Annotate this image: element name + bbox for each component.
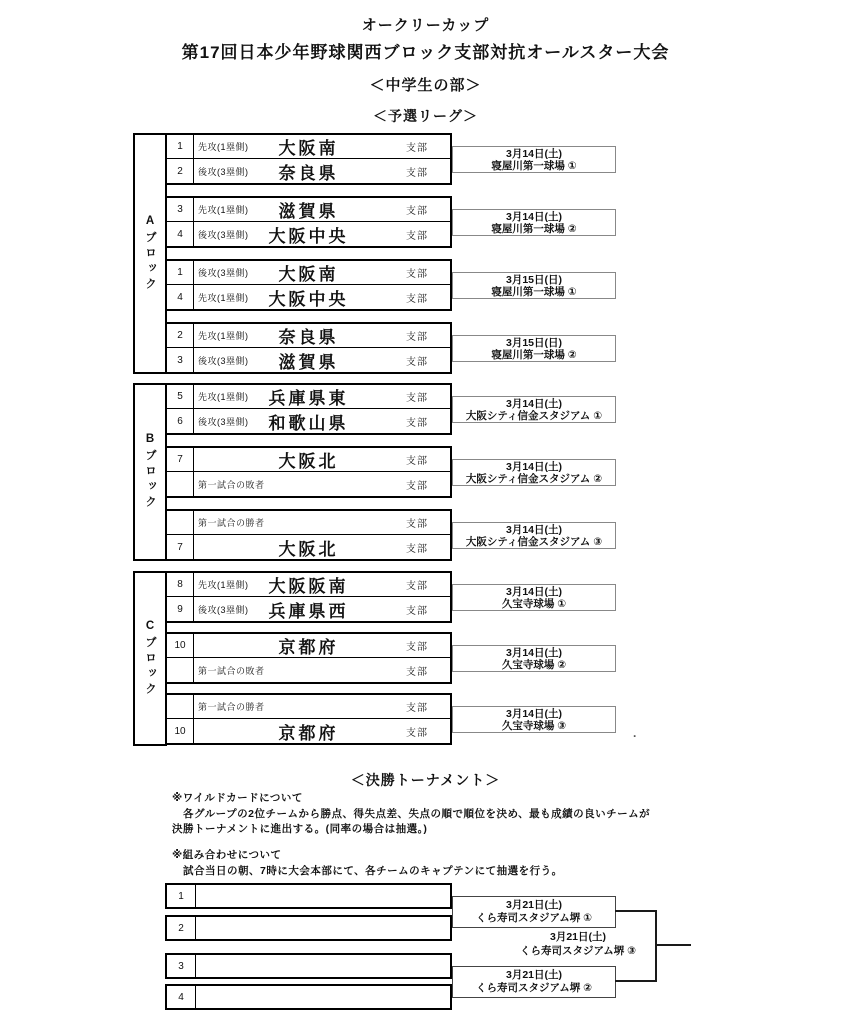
team-name: 大阪中央 [268, 289, 349, 309]
seed-number: 2 [167, 917, 196, 939]
branch-suffix: 支部 [406, 605, 428, 617]
game-venue: 寝屋川第一球場 ① [491, 285, 577, 298]
match-row [167, 597, 450, 621]
team-name: 大阪北 [278, 539, 339, 559]
entry-number: 3 [177, 204, 183, 215]
branch-suffix: 支部 [406, 293, 428, 305]
team-name: 大阪南 [278, 265, 339, 284]
wildcard-note-line2: 決勝トーナメントに進出する。(同率の場合は抽選。) [172, 823, 428, 835]
entry-number: 3 [177, 354, 183, 366]
game-venue: 寝屋川第一球場 ① [491, 159, 577, 172]
match-table-b2 [165, 446, 452, 498]
match-row [167, 535, 450, 559]
entry-number: 1 [177, 267, 183, 278]
game-date: 3月14日(土) [505, 707, 562, 720]
match-table-b3 [165, 509, 452, 561]
schedule-box-c2 [452, 645, 616, 672]
entry-number: 4 [177, 228, 183, 240]
game-date: 3月15日(日) [505, 336, 562, 349]
tournament-title: 第17回日本少年野球関西ブロック支部対抗オールスター大会 [181, 43, 670, 62]
game-date: 3月14日(土) [505, 397, 562, 410]
game-venue: くら寿司スタジアム堺 ① [475, 912, 593, 924]
bracket-seed-1 [165, 883, 452, 909]
bracket-seed-2 [165, 915, 452, 941]
match-row [167, 385, 450, 409]
entry-number: 1 [177, 141, 183, 152]
branch-suffix: 支部 [406, 269, 428, 280]
match-table-b1 [165, 383, 452, 435]
bracket-line-winner-stub [657, 944, 691, 946]
placeholder-team-label: 第一試合の勝者 [198, 702, 265, 712]
semifinal-2-box [452, 966, 616, 998]
prelim-league-heading: ＜予選リーグ＞ [373, 108, 478, 124]
match-row [167, 448, 450, 472]
team-name: 大阪北 [278, 452, 339, 471]
team-name: 兵庫県西 [268, 601, 349, 621]
match-row [167, 511, 450, 535]
match-row [167, 573, 450, 597]
branch-suffix: 支部 [406, 143, 428, 154]
entry-number: 10 [174, 725, 186, 737]
match-row [167, 658, 450, 682]
entry-number: 4 [177, 291, 183, 303]
match-row [167, 695, 450, 719]
division-heading: ＜中学生の部＞ [369, 77, 482, 94]
game-date: 3月14日(土) [505, 210, 562, 223]
branch-suffix: 支部 [406, 332, 428, 343]
branch-suffix: 支部 [406, 230, 428, 242]
game-venue: くら寿司スタジアム堺 ② [475, 982, 593, 994]
batting-side-label: 先攻(1塁側) [198, 580, 249, 590]
schedule-box-a2 [452, 209, 616, 236]
stray-dot-mark: . [633, 726, 637, 740]
game-date: 3月14日(土) [505, 460, 562, 473]
entry-number: 8 [177, 579, 183, 590]
cup-title: オークリーカップ [361, 17, 490, 34]
team-name: 奈良県 [278, 328, 339, 347]
game-venue: 大阪シティ信金スタジアム ① [465, 409, 603, 422]
branch-suffix: 支部 [406, 456, 428, 467]
seed-number: 1 [167, 885, 196, 907]
match-table-a4 [165, 322, 452, 374]
game-venue: 大阪シティ信金スタジアム ③ [465, 535, 603, 548]
batting-side-label: 後攻(3塁側) [198, 355, 249, 366]
branch-suffix: 支部 [406, 417, 428, 429]
branch-suffix: 支部 [406, 642, 428, 653]
entry-number: 2 [177, 330, 183, 341]
entry-number: 7 [177, 541, 183, 553]
placeholder-team-label: 第一試合の敗者 [198, 479, 265, 490]
batting-side-label: 先攻(1塁側) [198, 331, 249, 341]
entry-number: 5 [177, 391, 183, 402]
semifinal-1-box [452, 896, 616, 928]
entry-number: 9 [177, 603, 183, 615]
batting-side-label: 先攻(1塁側) [198, 292, 249, 303]
game-venue: 久宝寺球場 ③ [501, 719, 567, 732]
branch-suffix: 支部 [406, 480, 428, 492]
entry-number: 2 [177, 165, 183, 177]
bracket-line-sf1 [615, 910, 657, 912]
game-venue: 大阪シティ信金スタジアム ② [465, 472, 603, 485]
seed-number: 4 [167, 986, 196, 1008]
entry-number: 6 [177, 415, 183, 427]
branch-suffix: 支部 [406, 167, 428, 179]
block-a-box [133, 133, 167, 374]
branch-suffix: 支部 [406, 666, 428, 678]
schedule-box-c1 [452, 584, 616, 611]
match-row [167, 198, 450, 222]
wildcard-note-title: ※ワイルドカードについて [172, 792, 303, 804]
game-date: 3月14日(土) [505, 523, 562, 536]
bracket-line-sf2 [615, 980, 657, 982]
game-venue: 寝屋川第一球場 ② [491, 222, 577, 235]
schedule-box-c3 [452, 706, 616, 733]
game-date: 3月21日(土) [549, 931, 606, 943]
team-name: 大阪南 [278, 139, 339, 158]
branch-suffix: 支部 [406, 206, 428, 217]
match-row [167, 261, 450, 285]
seed-number: 3 [167, 955, 196, 977]
batting-side-label: 後攻(3塁側) [198, 166, 249, 177]
pairing-note-title: ※組み合わせについて [172, 849, 282, 861]
match-row [167, 159, 450, 183]
branch-suffix: 支部 [406, 519, 428, 530]
final-tournament-heading: ＜決勝トーナメント＞ [350, 772, 501, 788]
match-row [167, 135, 450, 159]
pairing-note-line1: 試合当日の朝、7時に大会本部にて、各チームのキャプテンにて抽選を行う。 [172, 865, 563, 877]
team-name: 滋賀県 [278, 352, 339, 372]
schedule-box-b2 [452, 459, 616, 486]
match-row [167, 634, 450, 658]
game-venue: 久宝寺球場 ① [501, 597, 567, 610]
team-name: 京都府 [278, 638, 339, 657]
game-venue: 久宝寺球場 ② [501, 658, 567, 671]
match-row [167, 409, 450, 433]
branch-suffix: 支部 [406, 727, 428, 739]
batting-side-label: 先攻(1塁側) [198, 205, 249, 215]
batting-side-label: 後攻(3塁側) [198, 604, 249, 615]
batting-side-label: 先攻(1塁側) [198, 142, 249, 152]
match-row [167, 222, 450, 246]
team-name: 京都府 [278, 723, 339, 743]
match-table-c3 [165, 693, 452, 745]
block-c-box [133, 571, 167, 746]
placeholder-team-label: 第一試合の敗者 [198, 665, 265, 676]
match-row [167, 324, 450, 348]
block-b-label: Bブロック [144, 433, 156, 511]
match-table-c2 [165, 632, 452, 684]
block-a-label: Aブロック [144, 214, 156, 293]
bracket-seed-4 [165, 984, 452, 1010]
branch-suffix: 支部 [406, 581, 428, 592]
match-table-a2 [165, 196, 452, 248]
schedule-box-a1 [452, 146, 616, 173]
bracket-line-vertical [655, 910, 657, 982]
bracket-seed-3 [165, 953, 452, 979]
batting-side-label: 後攻(3塁側) [198, 268, 249, 278]
game-date: 3月14日(土) [505, 646, 562, 659]
placeholder-team-label: 第一試合の勝者 [198, 518, 265, 528]
team-name: 大阪阪南 [268, 577, 349, 596]
branch-suffix: 支部 [406, 543, 428, 555]
team-name: 兵庫県東 [268, 389, 349, 408]
team-name: 滋賀県 [278, 202, 339, 221]
game-date: 3月14日(土) [505, 147, 562, 160]
branch-suffix: 支部 [406, 703, 428, 714]
branch-suffix: 支部 [406, 356, 428, 368]
schedule-box-b3 [452, 522, 616, 549]
match-row [167, 472, 450, 496]
game-date: 3月14日(土) [505, 585, 562, 598]
branch-suffix: 支部 [406, 393, 428, 404]
team-name: 和歌山県 [268, 413, 349, 433]
entry-number: 7 [177, 454, 183, 465]
block-c-label: Cブロック [144, 619, 156, 698]
wildcard-note-line1: 各グループの2位チームから勝点、得失点差、失点の順で順位を決め、最も成績の良いチームが [172, 808, 651, 820]
match-table-c1 [165, 571, 452, 623]
game-date: 3月21日(土) [505, 899, 562, 911]
schedule-box-a4 [452, 335, 616, 362]
game-venue: 寝屋川第一球場 ② [491, 348, 577, 361]
game-venue: くら寿司スタジアム堺 ③ [519, 945, 637, 957]
match-row [167, 348, 450, 372]
match-table-a1 [165, 133, 452, 185]
match-row [167, 285, 450, 309]
batting-side-label: 後攻(3塁側) [198, 416, 249, 427]
match-row [167, 719, 450, 743]
schedule-box-b1 [452, 396, 616, 423]
team-name: 大阪中央 [268, 226, 349, 246]
entry-number: 10 [174, 640, 186, 651]
batting-side-label: 後攻(3塁側) [198, 229, 249, 240]
match-table-a3 [165, 259, 452, 311]
game-date: 3月15日(日) [505, 273, 562, 286]
game-date: 3月21日(土) [505, 969, 562, 981]
batting-side-label: 先攻(1塁側) [198, 392, 249, 402]
team-name: 奈良県 [278, 163, 339, 183]
schedule-box-a3 [452, 272, 616, 299]
block-b-box [133, 383, 167, 561]
